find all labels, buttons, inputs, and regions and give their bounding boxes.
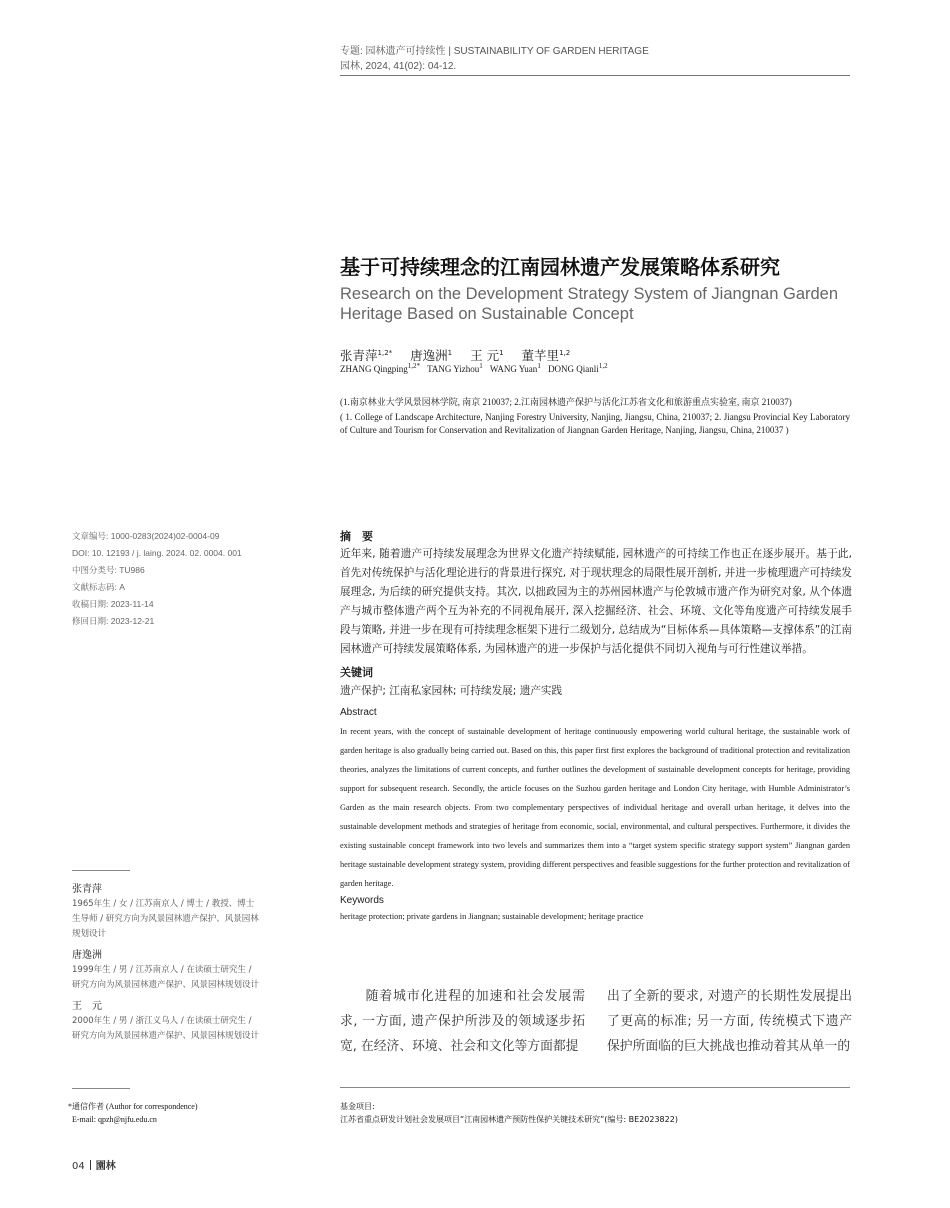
author-affil-mark: 1 <box>447 348 453 357</box>
meta-revised-date: 修回日期: 2023-12-21 <box>72 616 155 626</box>
bio-name: 唐逸洲 <box>72 950 102 961</box>
affiliation-chinese: (1.南京林业大学风景园林学院, 南京 210037; 2.江南园林遗产保护与活化江苏省文化和旅游重点实验室, 南京 210037) <box>340 397 792 407</box>
bio-name: 王 元 <box>72 1001 102 1012</box>
authors-english <box>340 364 613 374</box>
header-topic: 专题: 园林遗产可持续性 | SUSTAINABILITY OF GARDEN HERITAGE <box>340 46 649 57</box>
meta-article-number: 文章编号: 1000-0283(2024)02-0004-09 <box>72 531 220 541</box>
bio-divider-bottom <box>72 1088 130 1089</box>
author-zh <box>470 348 503 363</box>
meta-classification: 中图分类号: TU986 <box>72 565 145 575</box>
bio-text: 1965年生 / 女 / 江苏南京人 / 博士 / 教授、博士生导师 / 研究方向为风景园林遗产保护、风景园林规划设计 <box>72 899 259 939</box>
author-affil-mark: 1 <box>479 362 483 370</box>
author-affil-mark: 1,2* <box>407 362 420 370</box>
author-name: WANG Yuan <box>489 364 538 374</box>
author-zh <box>522 348 571 363</box>
header-divider <box>340 75 850 76</box>
author-affil-mark: 1,2* <box>377 348 393 357</box>
page-footer <box>72 1157 116 1172</box>
bio-divider-top <box>72 870 130 871</box>
author-affil-mark: 1 <box>499 348 504 357</box>
title-chinese: 基于可持续理念的江南园林遗产发展策略体系研究 <box>340 255 780 279</box>
keywords-zh-heading: 关键词 <box>340 666 373 679</box>
author-name: 张青萍 <box>340 348 378 363</box>
author-name: ZHANG Qingping <box>340 364 408 374</box>
abstract-zh-heading: 摘 要 <box>340 530 373 543</box>
author-zh <box>340 348 392 363</box>
author-zh <box>410 348 452 363</box>
body-column-left: 随着城市化进程的加速和社会发展需求, 一方面, 遗产保护所涉及的领域逐步拓宽, 在经济、环境、社会和文化等方面都提 <box>340 989 585 1054</box>
author-affil-mark: 1 <box>537 362 541 370</box>
author-affil-mark: 1,2 <box>598 362 608 370</box>
author-name: TANG Yizhou <box>427 364 480 374</box>
running-header <box>340 44 850 74</box>
keywords-en-heading: Keywords <box>340 895 384 906</box>
bio-text: 1999年生 / 男 / 江苏南京人 / 在读硕士研究生 / 研究方向为风景园林遗产保护、风景园林规划设计 <box>72 965 260 990</box>
funding-label: 基金项目: <box>340 1102 375 1111</box>
affiliation-english: ( 1. College of Landscape Architecture, Nanjing Forestry University, Nanjing, Jiangsu, China, 210037; 2. Jiangsu Provincial Key Laboratory of Culture and Tourism for Conservation and Revitalization of Jiangnan Garden Heritage, Nanjing, Jiangsu, China, 210037 ) <box>340 412 850 435</box>
page-number: 04 <box>72 1161 85 1172</box>
abstract-en-heading: Abstract <box>340 707 377 718</box>
meta-document-code: 文献标志码: A <box>72 582 125 592</box>
author-en <box>548 364 608 374</box>
title-english: Research on the Development Strategy System of Jiangnan Garden Heritage Based on Sustainable Concept <box>340 285 839 323</box>
keywords-en-body: heritage protection; private gardens in Jiangnan; sustainable development; heritage practice <box>340 912 644 921</box>
author-en <box>340 364 420 374</box>
meta-doi: DOI: 10. 12193 / j. laing. 2024. 02. 0004. 001 <box>72 548 242 558</box>
author-name: 董芊里 <box>521 348 560 363</box>
bio-text: 2000年生 / 男 / 浙江义乌人 / 在读硕士研究生 / 研究方向为风景园林遗产保护、风景园林规划设计 <box>72 1016 260 1041</box>
author-name: 唐逸洲 <box>410 348 448 363</box>
footer-separator <box>90 1160 91 1170</box>
author-en <box>427 364 483 374</box>
author-name: 王 元 <box>470 348 500 363</box>
keywords-zh-body: 遗产保护; 江南私家园林; 可持续发展; 遗产实践 <box>340 685 563 697</box>
correspondence <box>68 1100 268 1126</box>
header-citation: 园林, 2024, 41(02): 04-12. <box>340 61 457 72</box>
abstract-zh-body: 近年来, 随着遗产可持续发展理念为世界文化遗产持续赋能, 园林遗产的可持续工作也正在逐步展开。基于此, 首先对传统保护与活化理论进行的背景进行探究, 对于现状理念的局限性展开剖析, 并进一步梳理遗产可持续发展理念, 为后续的研究提供支持。其次, 以拙政园为主的苏州园林遗产与伦敦城市遗产作为研究对象, 从个体遗产与城市整体遗产两个互为补充的不同视角展开, 深入挖掘经济、社会、环境、文化等角度遗产可持续发展手段与策略, 并进一步在现有可持续理念框架下进行二级划分, 总结成为“目标体系—具体策略—支撑体系”的江南园林遗产可持续发展策略体系, 为园林遗产的进一步保护与活化提供不同切入视角与可行性建议举措。 <box>340 548 852 655</box>
author-name: DONG Qianli <box>548 364 599 374</box>
article-meta <box>72 528 272 630</box>
funding-note <box>340 1100 850 1126</box>
authors-chinese <box>340 346 584 364</box>
abstract-en-body: In recent years, with the concept of sustainable development of heritage continuously empowering world cultural heritage, the sustainable work of garden heritage is also gradually being carried out. Based on this, this paper first first explores the background of traditional protection and revitalization theories, analyzes the limitations of current concepts, and further outlines the development of sustainable development concepts for heritage, providing support for subsequent research. Secondly, the article focuses on the Suzhou garden heritage and London City heritage, with Humble Administrator’s Garden as the main research objects. From two complementary perspectives of individual heritage and overall urban heritage, it delves into the sustainable development methods and strategies of heritage from economic, social, environmental, and cultural perspectives. Furthermore, it divides the existing sustainable concept framework into two levels and summarizes them into a “target system specific strategy support system” Jiangnan garden heritage sustainable development strategy system, providing different perspectives and feasible suggestions for the further protection and revitalization of garden heritage. <box>340 727 850 888</box>
correspondence-label: *通信作者 (Author for correspondence) <box>68 1102 198 1111</box>
author-en <box>490 364 541 374</box>
bio-name: 张青萍 <box>72 884 102 895</box>
author-bios <box>72 880 262 1050</box>
journal-logo: 園林 <box>95 1161 116 1172</box>
body-column-right: 出了全新的要求, 对遗产的长期性发展提出了更高的标准; 另一方面, 传统模式下遗产保护所面临的巨大挑战也推动着其从单一的 <box>607 989 852 1054</box>
meta-received-date: 收稿日期: 2023-11-14 <box>72 599 154 609</box>
correspondence-email: E-mail: qpzh@njfu.edu.cn <box>72 1115 157 1124</box>
funding-text: 江苏省重点研发计划社会发展项目“江南园林遗产预防性保护关键技术研究”(编号: BE2023822) <box>340 1115 678 1124</box>
footnote-divider <box>340 1087 850 1088</box>
author-affil-mark: 1,2 <box>559 348 571 357</box>
